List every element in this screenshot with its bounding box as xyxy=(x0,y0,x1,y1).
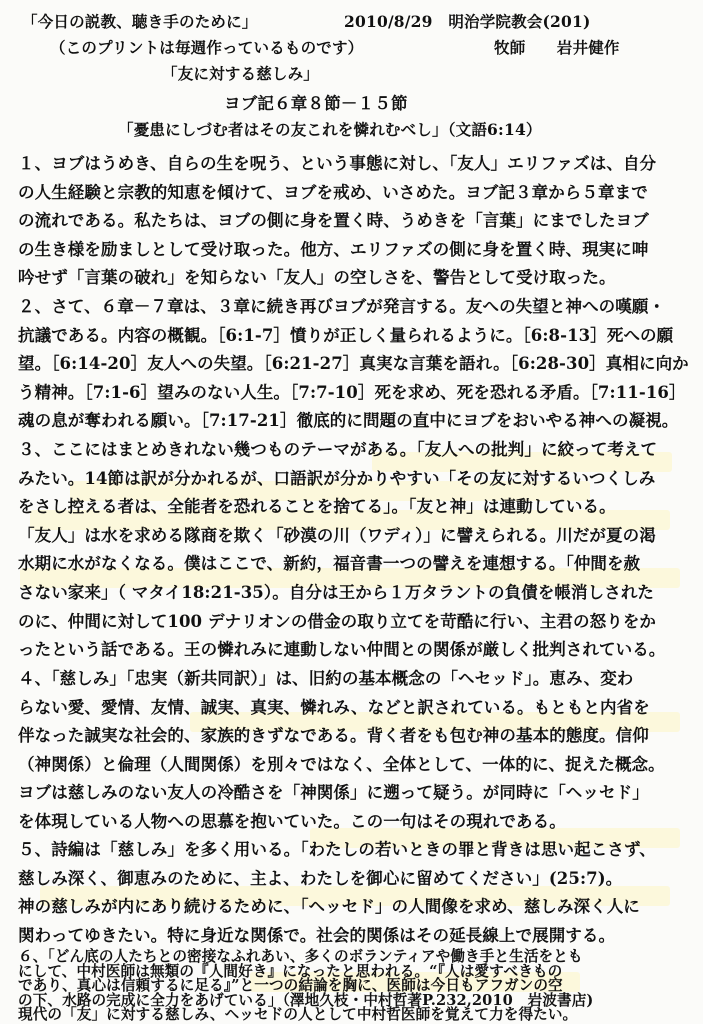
text-line: 関わってゆきたい。特に身近な関係で。社会的関係はその延長線上で展開する。 xyxy=(18,925,616,945)
text-line: 水期に水がなくなる。僕はここで、新約，福音書一つの譬えを連想する。「仲間を赦 xyxy=(18,554,641,574)
text-line: 望。［6:14-20］友人への失望。［6:21-27］真実な言葉を語れ。［6:28-30］真相に向か xyxy=(18,354,689,374)
text-line: ったという話である。王の憐れみに連動しない仲間との関係が厳しく批判されている。 xyxy=(18,640,666,660)
text-line: 現代の「友」に対する慈しみ、ヘッセドの人として中村哲医師を覚えて力を得たい。 xyxy=(18,1006,578,1024)
scripture-reference: ヨブ記６章８節－１５節 xyxy=(224,94,408,113)
text-line: 抗議である。内容の概観。［6:1-7］憤りが正しく量られるように。［6:8-13］死への願 xyxy=(18,325,674,345)
text-line: みたい。14節は訳が分かれるが、口語訳が分かりやすい「その友に対するいつくしみ xyxy=(18,468,656,488)
text-line: の生き様を励ましとして受け取った。他方、エリファズの側に身を置く時、現実に呻 xyxy=(18,239,649,259)
text-line: ２、さて、６章－７章は、３章に続き再びヨブが発言する。友への失望と神への嘆願・ xyxy=(18,297,666,316)
date-church: 2010/8/29 明治学院教会(201) xyxy=(344,12,591,31)
sermon-title: 「友に対する慈しみ」 xyxy=(162,64,320,83)
text-line: 伴なった誠実な社会的、家族的きずなである。背く者をも包む神の基本的態度。信仰 xyxy=(18,726,649,746)
text-line: 神の慈しみが内にあり続けるために、「ヘッセド」の人間像を求め、慈しみ深く人に xyxy=(18,897,640,917)
text-line: 吟せず「言葉の破れ」を知らない「友人」の空しさを、警告として受け取った。 xyxy=(18,268,616,288)
text-line: を体現している人物への思慕を抱いていた。この一句はその現れである。 xyxy=(18,811,566,831)
text-line: ４、「慈しみ」「忠実（新共同訳）」は、旧約の基本概念の「ヘセッド」。恵み、変わ xyxy=(18,669,634,688)
epigraph-quote: 「憂患にしづむ者はその友これを憐れむべし」（文語6:14） xyxy=(118,120,542,139)
text-line: のに、仲間に対して100 デナリオンの借金の取り立てを苛酷に行い、主君の怒りをか xyxy=(18,611,657,631)
section-3 xyxy=(18,436,690,665)
text-line: をさし控える者は、全能者を恐れることを捨てる」。「友と神」は連動している。 xyxy=(18,497,616,517)
text-line: さない家来」（ マタイ18:21-35）。自分は王から１万タラントの負債を帳消しされた xyxy=(18,582,655,602)
text-line: １、ヨブはうめき、自らの生を呪う、という事態に対し、「友人」エリファズは、自分 xyxy=(18,154,657,173)
text-line: の流れである。私たちは、ヨブの側に身を置く時、うめきを「言葉」にまでしたヨブ xyxy=(18,211,649,231)
text-line: ６、「どん底の人たちとの密接なふれあい、多くのボランティアや働き手と生活をとも xyxy=(18,948,583,965)
text-line: う精神。［7:1-6］望みのない人生。［7:7-10］死を求め、死を恐れる矛盾。［7:11-16］ xyxy=(18,382,686,402)
text-line: 魂の息が奪われる願い。［7:17-21］徹底的に問題の直中にヨブをおいやる神への凝視。 xyxy=(18,411,679,431)
pastor-name: 牧師 岩井健作 xyxy=(494,38,620,57)
text-line: （神関係）と倫理（人間関係）を別々ではなく、全体として、一体的に、捉えた概念。 xyxy=(18,754,665,774)
text-line: 慈しみ深く、御恵みのために、主よ、わたしを御心に留めてください」(25:7)。 xyxy=(18,868,623,888)
section-2 xyxy=(18,293,690,436)
text-line: ヨブは慈しみのない友人の冷酷さを「神関係」に遡って疑う。が同時に「ヘッセド」 xyxy=(18,783,649,803)
text-line: にして、中村医師は無類の『人間好き』になったと思われる。“『人は愛すべきもの xyxy=(18,962,563,980)
series-title: 「今日の説教、聴き手のために」 xyxy=(22,12,258,31)
section-6 xyxy=(18,950,690,1023)
section-4 xyxy=(18,665,690,837)
text-line: であり、真心は信頼するに足る』”と一つの結論を胸に、医師は今日もアフガンの空 xyxy=(18,977,563,995)
text-line: ３、ここにはまとめきれない幾つものテーマがある。「友人への批判」に絞って考えて xyxy=(18,440,658,459)
text-line: の下、水路の完成に全力をあげている」（澤地久枝・中村哲著P.232,2010 岩波書店) xyxy=(18,991,594,1009)
section-5 xyxy=(18,836,690,950)
text-line: らない愛、愛情、友情、誠実、真実、憐れみ、などと訳されている。もともと内省を xyxy=(18,697,650,717)
text-line: ５、詩編は「慈しみ」を多く用いる。「わたしの若いときの罪と背きは思い起こさず、 xyxy=(18,840,656,859)
text-line: 「友人」は水を求める隊商を欺く「砂漠の川（ワディ）」に譬えられる。川だが夏の渇 xyxy=(18,525,656,545)
section-1 xyxy=(18,150,690,293)
handout-note: （このプリントは毎週作っているものです） xyxy=(50,38,364,57)
text-line: の人生経験と宗教的知恵を傾けて、ヨブを戒め、いさめた。ヨブ記３章から５章まで xyxy=(18,182,648,202)
